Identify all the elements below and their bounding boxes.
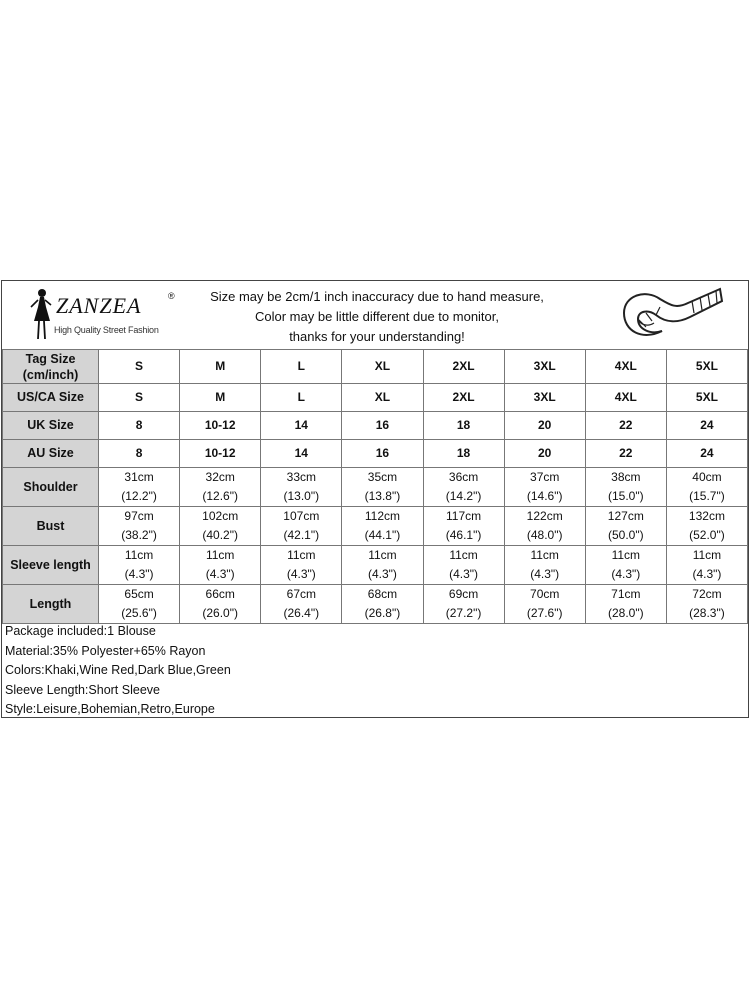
cm-value: 70cm (530, 587, 560, 601)
row-label-line: (cm/inch) (22, 367, 79, 382)
table-cell (585, 546, 666, 585)
notice-line-3: thanks for your understanding! (289, 329, 465, 344)
inch-value: (13.8") (364, 489, 401, 503)
table-cell: 14 (261, 440, 342, 468)
inch-value: (42.1") (283, 528, 320, 542)
cm-value: 71cm (611, 587, 641, 601)
inch-value: (4.3") (611, 567, 641, 581)
table-row (3, 585, 748, 624)
inch-value: (25.6") (121, 606, 157, 620)
cm-value: 37cm (530, 470, 560, 484)
row-label: Sleeve length (3, 546, 99, 585)
cm-value: 11cm (287, 548, 316, 562)
inch-value: (28.0") (608, 606, 644, 620)
table-cell (342, 546, 423, 585)
table-cell (423, 546, 504, 585)
inch-value: (4.3") (692, 567, 722, 581)
brand-tagline: High Quality Street Fashion (54, 325, 159, 335)
table-cell: 10-12 (180, 440, 261, 468)
cm-value: 66cm (205, 587, 235, 601)
table-cell: 16 (342, 440, 423, 468)
table-cell: S (99, 350, 180, 384)
row-label: Length (3, 585, 99, 624)
cm-value: 38cm (611, 470, 641, 484)
registered-mark: ® (168, 291, 175, 301)
table-cell: 5XL (666, 350, 747, 384)
cm-value: 97cm (124, 509, 154, 523)
table-cell: XL (342, 350, 423, 384)
table-cell: 18 (423, 412, 504, 440)
row-label: Bust (3, 507, 99, 546)
size-chart (1, 280, 749, 718)
table-cell: 5XL (666, 384, 747, 412)
inch-value: (15.0") (608, 489, 644, 503)
table-row (3, 468, 748, 507)
inch-value: (46.1") (445, 528, 482, 542)
table-cell: 22 (585, 440, 666, 468)
cm-value: 11cm (368, 548, 397, 562)
table-cell: 2XL (423, 350, 504, 384)
table-cell: M (180, 384, 261, 412)
inch-value: (27.6") (526, 606, 563, 620)
cm-value: 65cm (124, 587, 154, 601)
table-cell (261, 468, 342, 507)
cm-value: 67cm (286, 587, 316, 601)
spec-colors: Colors:Khaki,Wine Red,Dark Blue,Green (5, 663, 231, 677)
table-cell: 24 (666, 412, 747, 440)
cm-value: 112cm (364, 509, 400, 523)
table-cell (423, 507, 504, 546)
cm-value: 11cm (692, 548, 722, 562)
inch-value: (40.2") (202, 528, 238, 542)
table-cell: L (261, 350, 342, 384)
table-cell (666, 546, 747, 585)
table-cell: 8 (99, 412, 180, 440)
table-cell: 20 (504, 412, 585, 440)
table-cell (261, 585, 342, 624)
chart-header (2, 281, 748, 350)
table-row (3, 546, 748, 585)
cm-value: 127cm (607, 509, 644, 523)
cm-value: 32cm (205, 470, 235, 484)
table-cell (666, 585, 747, 624)
inch-value: (14.2") (445, 489, 482, 503)
table-cell (423, 468, 504, 507)
table-cell (666, 468, 747, 507)
inch-value: (27.2") (445, 606, 482, 620)
inch-value: (4.3") (449, 567, 479, 581)
inch-value: (4.3") (367, 567, 397, 581)
cm-value: 35cm (367, 470, 398, 484)
table-row (3, 440, 748, 468)
brand-name: ZANZEA (56, 293, 142, 318)
table-cell (99, 546, 180, 585)
notice-line-1: Size may be 2cm/1 inch inaccuracy due to hand measure, (210, 289, 544, 304)
spec-style: Style:Leisure,Bohemian,Retro,Europe (5, 702, 215, 716)
product-specs (5, 622, 231, 720)
row-label: Shoulder (3, 468, 99, 507)
table-cell: 10-12 (180, 412, 261, 440)
table-cell (504, 585, 585, 624)
table-cell (342, 585, 423, 624)
spec-sleeve-length: Sleeve Length:Short Sleeve (5, 682, 160, 697)
table-cell: 4XL (585, 384, 666, 412)
table-cell: 20 (504, 440, 585, 468)
inch-value: (14.6") (526, 489, 563, 503)
cm-value: 102cm (202, 509, 239, 523)
cm-value: 72cm (692, 587, 722, 601)
cm-value: 68cm (367, 587, 398, 601)
table-cell: 4XL (585, 350, 666, 384)
table-cell (585, 585, 666, 624)
cm-value: 11cm (530, 548, 559, 562)
table-cell (99, 468, 180, 507)
table-cell (342, 468, 423, 507)
size-table (2, 349, 748, 624)
table-cell: 14 (261, 412, 342, 440)
cm-value: 69cm (448, 587, 479, 601)
table-cell: 16 (342, 412, 423, 440)
cm-value: 11cm (124, 548, 154, 562)
table-cell: 3XL (504, 384, 585, 412)
cm-value: 33cm (286, 470, 316, 484)
inch-value: (12.6") (202, 489, 238, 503)
table-cell (342, 507, 423, 546)
table-cell (504, 468, 585, 507)
inch-value: (48.0") (526, 528, 563, 542)
table-row (3, 507, 748, 546)
table-cell (180, 468, 261, 507)
table-cell: 2XL (423, 384, 504, 412)
brand-logo (24, 285, 184, 345)
table-cell: 22 (585, 412, 666, 440)
table-cell (504, 507, 585, 546)
cm-value: 132cm (688, 509, 725, 523)
inch-value: (13.0") (283, 489, 320, 503)
cm-value: 36cm (448, 470, 479, 484)
row-label-line: Tag Size (25, 351, 76, 366)
measuring-tape-icon (616, 283, 726, 345)
inch-value: (4.3") (205, 567, 235, 581)
table-cell: 24 (666, 440, 747, 468)
cm-value: 122cm (526, 509, 563, 523)
spec-package: Package included:1 Blouse (5, 624, 156, 638)
table-cell: 18 (423, 440, 504, 468)
cm-value: 40cm (692, 470, 722, 484)
cm-value: 31cm (124, 470, 154, 484)
table-cell (261, 507, 342, 546)
inch-value: (4.3") (530, 567, 560, 581)
inch-value: (26.8") (364, 606, 401, 620)
spec-material: Material:35% Polyester+65% Rayon (5, 643, 206, 658)
table-row (3, 384, 748, 412)
table-cell (180, 546, 261, 585)
inch-value: (26.0") (202, 606, 238, 620)
cm-value: 11cm (611, 548, 641, 562)
table-cell: S (99, 384, 180, 412)
table-row (3, 412, 748, 440)
cm-value: 11cm (205, 548, 235, 562)
table-cell (99, 585, 180, 624)
inch-value: (26.4") (283, 606, 320, 620)
table-cell (261, 546, 342, 585)
notice-line-2: Color may be little different due to monitor, (255, 309, 499, 324)
table-cell: 3XL (504, 350, 585, 384)
table-cell (666, 507, 747, 546)
table-cell (504, 546, 585, 585)
inch-value: (4.3") (124, 567, 154, 581)
table-cell: M (180, 350, 261, 384)
inch-value: (15.7") (689, 489, 725, 503)
table-cell: L (261, 384, 342, 412)
cm-value: 107cm (283, 509, 320, 523)
inch-value: (28.3") (689, 606, 725, 620)
table-cell: 8 (99, 440, 180, 468)
table-row (3, 350, 748, 384)
table-cell (423, 585, 504, 624)
table-cell (180, 585, 261, 624)
inch-value: (44.1") (364, 528, 401, 542)
cm-value: 11cm (449, 548, 478, 562)
inch-value: (4.3") (286, 567, 316, 581)
row-label: AU Size (3, 440, 99, 468)
row-label: US/CA Size (3, 384, 99, 412)
table-cell (585, 468, 666, 507)
measurement-notice (182, 287, 572, 347)
inch-value: (52.0") (689, 528, 725, 542)
table-cell (99, 507, 180, 546)
woman-silhouette-icon (28, 287, 54, 343)
table-cell (585, 507, 666, 546)
table-cell (180, 507, 261, 546)
row-label (3, 350, 99, 384)
table-cell: XL (342, 384, 423, 412)
inch-value: (50.0") (608, 528, 644, 542)
row-label: UK Size (3, 412, 99, 440)
inch-value: (12.2") (121, 489, 157, 503)
inch-value: (38.2") (121, 528, 157, 542)
cm-value: 117cm (445, 509, 482, 523)
